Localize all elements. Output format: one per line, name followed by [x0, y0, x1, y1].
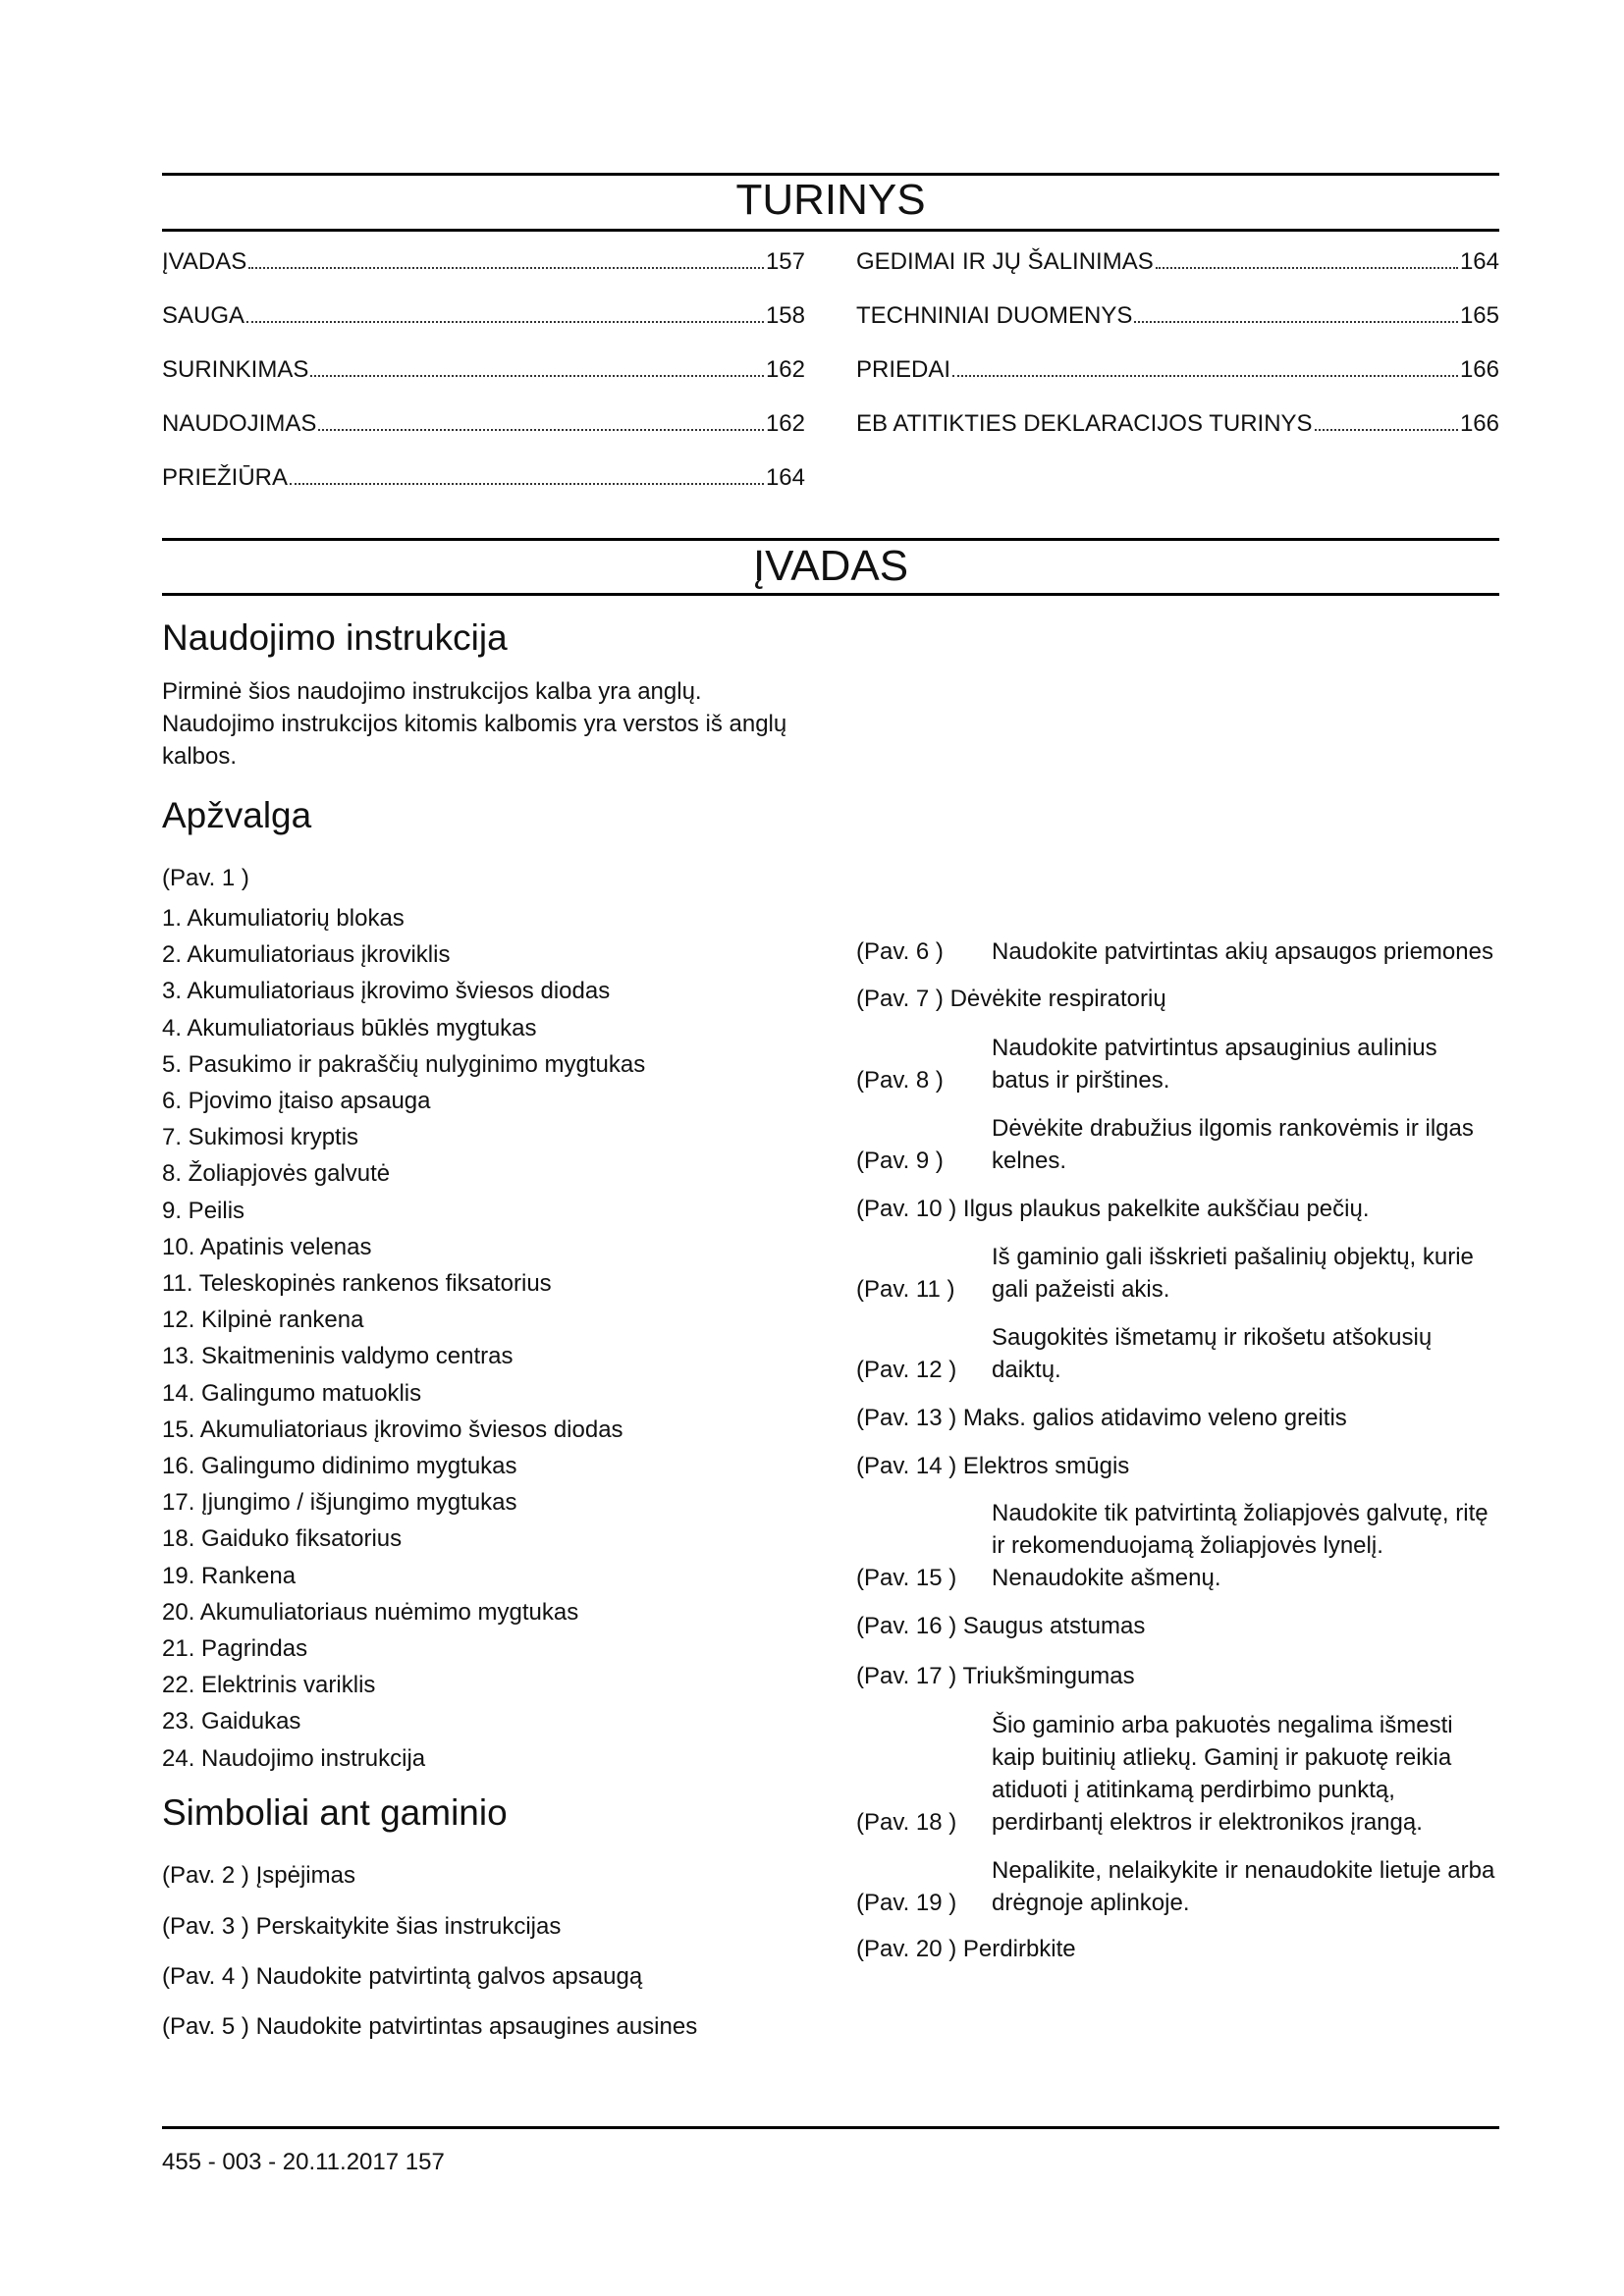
overview-list — [162, 900, 830, 1777]
symbol-item: (Pav. 16 ) Saugus atstumas — [856, 1613, 1146, 1639]
list-item: 24. Naudojimo instrukcija — [162, 1744, 426, 1772]
symbol-item: (Pav. 5 ) Naudokite patvirtintas apsaugines ausines — [162, 2013, 698, 2040]
symbol-item: (Pav. 7 ) Dėvėkite respiratorių — [856, 986, 1166, 1012]
toc-entry[interactable]: PRIEDAI 166 — [856, 356, 1499, 383]
symbol-item: (Pav. 10 ) Ilgus plaukus pakelkite aukščiau pečių. — [856, 1196, 1370, 1222]
symbol-item: (Pav. 19 ) Nepalikite, nelaikykite ir nenaudokite lietuje arba drėgnoje aplinkoje. — [856, 1857, 1495, 1916]
symbol-item: (Pav. 2 ) Įspėjimas — [162, 1862, 355, 1889]
toc-entry[interactable]: ĮVADAS 157 — [162, 248, 805, 275]
list-item: 3. Akumuliatoriaus įkrovimo šviesos diodas — [162, 978, 611, 1005]
list-item: 22. Elektrinis variklis — [162, 1672, 376, 1699]
list-item: 17. Įjungimo / išjungimo mygtukas — [162, 1489, 517, 1517]
list-item: 16. Galingumo didinimo mygtukas — [162, 1453, 517, 1480]
toc-entry[interactable]: TECHNINIAI DUOMENYS 165 — [856, 302, 1499, 329]
list-item: 12. Kilpinė rankena — [162, 1307, 364, 1334]
symbol-item: (Pav. 15 ) Naudokite tik patvirtintą žoliapjovės galvutę, ritę ir rekomenduojamą žoliapjovės lynelį. Nenaudokite ašmenų. — [856, 1500, 1489, 1591]
list-item: 20. Akumuliatoriaus nuėmimo mygtukas — [162, 1598, 579, 1626]
manual-heading: Naudojimo instrukcija — [162, 617, 508, 658]
list-item: 7. Sukimosi kryptis — [162, 1124, 359, 1151]
intro-top-rule — [162, 538, 1499, 541]
symbol-item: (Pav. 8 ) Naudokite patvirtintus apsauginius aulinius batus ir pirštines. — [856, 1035, 1437, 1094]
list-item: 9. Peilis — [162, 1197, 245, 1224]
list-item: 10. Apatinis velenas — [162, 1233, 372, 1260]
list-item: 8. Žoliapjovės galvutė — [162, 1160, 391, 1188]
symbol-item: (Pav. 17 ) Triukšmingumas — [856, 1663, 1135, 1689]
symbol-item: (Pav. 13 ) Maks. galios atidavimo veleno greitis — [856, 1405, 1347, 1431]
footer-rule — [162, 2126, 1499, 2129]
symbol-item: (Pav. 12 ) Saugokitės išmetamų ir rikošetu atšokusių daiktų. — [856, 1324, 1433, 1383]
list-item: 2. Akumuliatoriaus įkroviklis — [162, 941, 451, 969]
toc-entry[interactable]: SAUGA 158 — [162, 302, 805, 329]
list-item: 11. Teleskopinės rankenos fiksatorius — [162, 1270, 552, 1298]
symbol-item: (Pav. 18 ) Šio gaminio arba pakuotės negalima išmesti kaip buitinių atliekų. Gaminį ir pakuotę reikia atiduoti į atitinkamą perdirbimo punktą, perdirbantį elektros ir elektronikos įrangą. — [856, 1712, 1453, 1836]
toc-entry[interactable]: GEDIMAI IR JŲ ŠALINIMAS 164 — [856, 248, 1499, 275]
toc-title-rule — [162, 229, 1499, 232]
intro-title: ĮVADAS — [752, 542, 909, 590]
list-item: 14. Galingumo matuoklis — [162, 1379, 422, 1407]
list-item: 18. Gaiduko fiksatorius — [162, 1525, 403, 1553]
page-number: 157 — [405, 2149, 445, 2175]
symbol-item: (Pav. 3 ) Perskaitykite šias instrukcijas — [162, 1913, 562, 1940]
page-footer — [162, 2148, 445, 2177]
list-item: 23. Gaidukas — [162, 1708, 301, 1735]
symbol-item: (Pav. 20 ) Perdirbkite — [856, 1936, 1076, 1962]
symbol-item: (Pav. 11 ) Iš gaminio gali išskrieti pašalinių objektų, kurie gali pažeisti akis. — [856, 1244, 1474, 1303]
symbol-item: (Pav. 6 ) Naudokite patvirtintas akių apsaugos priemones — [856, 938, 1493, 965]
list-item: 13. Skaitmeninis valdymo centras — [162, 1343, 514, 1370]
toc-entry[interactable]: PRIEŽIŪRA 164 — [162, 464, 805, 491]
symbols-heading: Simboliai ant gaminio — [162, 1792, 508, 1833]
document-id: 455 - 003 - 20.11.2017 — [162, 2149, 400, 2175]
toc-entry[interactable]: SURINKIMAS 162 — [162, 356, 805, 383]
toc-right-column — [856, 247, 1499, 463]
symbol-item: (Pav. 4 ) Naudokite patvirtintą galvos apsaugą — [162, 1963, 643, 1990]
toc-title: TURINYS — [735, 176, 926, 224]
toc-entry[interactable]: NAUDOJIMAS 162 — [162, 410, 805, 437]
list-item: 19. Rankena — [162, 1562, 297, 1589]
toc-left-column — [162, 247, 805, 517]
list-item: 6. Pjovimo įtaiso apsauga — [162, 1088, 431, 1115]
list-item: 1. Akumuliatorių blokas — [162, 905, 405, 932]
symbol-item: (Pav. 9 ) Dėvėkite drabužius ilgomis rankovėmis ir ilgas kelnes. — [856, 1115, 1474, 1174]
toc-entry[interactable]: EB ATITIKTIES DEKLARACIJOS TURINYS 166 — [856, 410, 1499, 437]
overview-heading: Apžvalga — [162, 795, 312, 835]
symbol-item: (Pav. 14 ) Elektros smūgis — [856, 1453, 1130, 1479]
list-item: 4. Akumuliatoriaus būklės mygtukas — [162, 1014, 537, 1041]
manual-text: Pirminė šios naudojimo instrukcijos kalba yra anglų. Naudojimo instrukcijos kitomis kalbomis yra verstos iš anglų kalbos. — [162, 678, 787, 770]
overview-figure-ref: (Pav. 1 ) — [162, 865, 249, 891]
list-item: 21. Pagrindas — [162, 1635, 308, 1663]
list-item: 15. Akumuliatoriaus įkrovimo šviesos diodas — [162, 1415, 623, 1443]
intro-title-rule — [162, 593, 1499, 596]
list-item: 5. Pasukimo ir pakraščių nulyginimo mygtukas — [162, 1050, 646, 1078]
